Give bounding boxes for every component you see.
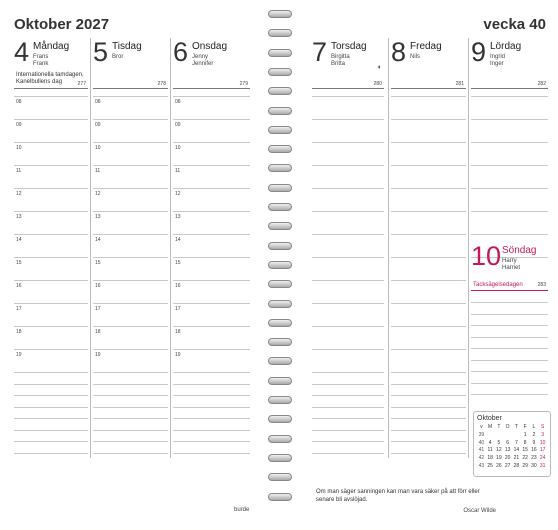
day-of-year: 281 [455,81,464,87]
note-line[interactable] [173,453,250,454]
month-title: Oktober 2027 [14,16,110,33]
hour-label: 13 [16,214,22,220]
mini-calendar-day: 12 [496,447,502,454]
hour-label: 15 [16,260,22,266]
mini-calendar-day: 20 [504,455,511,462]
sunday-rule [471,290,548,291]
spiral-ring [268,203,292,211]
hour-label: 10 [16,145,22,151]
spiral-ring [268,261,292,269]
note-line[interactable] [14,372,88,373]
note-line[interactable] [173,430,250,431]
day-name: Onsdag [192,41,228,52]
hour-line[interactable] [471,119,548,120]
sunday-note-line[interactable] [471,394,548,395]
hour-line[interactable] [14,234,88,235]
hour-line[interactable] [14,280,88,281]
mini-calendar-day: 27 [504,462,511,469]
hour-line[interactable] [93,119,168,120]
note-line[interactable] [391,372,466,373]
hour-label: 12 [95,191,101,197]
spiral-ring [268,454,292,462]
hour-label: 08 [175,99,181,105]
day-name: Fredag [410,41,442,52]
holiday-label: Kanelbullens dag [16,79,63,85]
hour-line[interactable] [312,142,384,143]
hour-label: 09 [175,122,181,128]
note-line[interactable] [173,372,250,373]
hour-label: 15 [95,260,101,266]
mini-calendar-header: O [505,424,510,430]
note-line[interactable] [391,430,466,431]
day-header-rule [173,88,250,89]
note-line[interactable] [312,418,384,419]
mini-calendar-week-row [477,447,547,455]
spiral-ring [268,107,292,115]
mini-calendar-day: 13 [504,447,511,454]
sunday-number: 10 [471,241,502,271]
mini-calendar-day: 39 [478,431,485,438]
day-name: Torsdag [331,41,367,52]
hour-line[interactable] [391,211,466,212]
hour-label: 13 [175,214,181,220]
hour-line[interactable] [93,142,168,143]
day-number: 7 [312,37,328,67]
hour-label: 17 [175,306,181,312]
spiral-ring [268,184,292,192]
mini-calendar-grid [477,424,547,471]
spiral-ring [268,357,292,365]
note-line[interactable] [14,441,88,442]
hour-label: 13 [95,214,101,220]
day-column-måndag [12,38,90,458]
quote-text: Om man säger sanningen kan man vara säker på att förr eller senare bli avslöjad. [316,489,480,503]
hour-line[interactable] [93,326,168,327]
mini-calendar-day: 9 [532,439,536,446]
spiral-ring [268,493,292,501]
hour-line[interactable] [391,234,466,235]
day-header-rule [391,88,466,89]
note-line[interactable] [391,453,466,454]
hour-line[interactable] [173,96,250,97]
hour-line[interactable] [93,257,168,258]
spiral-ring [268,10,292,18]
sunday-holiday: Tacksägelsedagen [473,282,523,288]
note-line[interactable] [312,407,384,408]
name-day: Bror [112,54,124,60]
hour-line[interactable] [391,303,466,304]
day-name: Tisdag [112,41,142,52]
note-line[interactable] [173,441,250,442]
mini-calendar-day: 25 [487,462,493,469]
day-header-rule [312,88,384,89]
note-line[interactable] [173,395,250,396]
mini-calendar-day: 15 [522,447,528,454]
day-header-rule [471,88,548,89]
hour-line[interactable] [391,326,466,327]
mini-calendar-week-row [477,440,547,448]
note-line[interactable] [93,407,168,408]
day-name: Lördag [490,41,522,52]
mini-calendar-day: 28 [513,462,520,469]
mini-calendar-week-row [477,455,547,463]
spiral-ring [268,300,292,308]
note-line[interactable] [391,407,466,408]
mini-calendar-day: 40 [478,439,485,446]
sunday-note-line[interactable] [471,314,548,315]
hour-label: 16 [16,283,22,289]
hour-line[interactable] [312,326,384,327]
mini-calendar-day: 10 [539,439,546,446]
sunday-note-line[interactable] [471,337,548,338]
hour-line[interactable] [93,96,168,97]
holiday-label: Internationella tamdagen, [16,72,84,78]
day-number: 5 [93,37,109,67]
note-line[interactable] [173,384,250,385]
mini-calendar-header-row [477,424,547,432]
mini-calendar-day: 23 [531,455,537,462]
name-day: Jenny [192,54,209,60]
mini-calendar-day: 22 [522,455,528,462]
day-column-tisdag [90,38,170,458]
day-column-lördag [468,38,550,458]
spiral-ring [268,415,292,423]
hour-label: 16 [175,283,181,289]
day-header-rule [93,88,168,89]
hour-line[interactable] [173,165,250,166]
spiral-ring [268,164,292,172]
mini-calendar-day: 29 [522,462,528,469]
hour-line[interactable] [173,326,250,327]
note-line[interactable] [14,407,88,408]
mini-calendar-title: Oktober [477,415,502,422]
hour-label: 14 [95,237,101,243]
spiral-ring [268,68,292,76]
note-line[interactable] [93,453,168,454]
day-of-year: 282 [537,81,546,87]
hour-line[interactable] [93,234,168,235]
mini-calendar-header: T [514,424,518,430]
sunday-note-line[interactable] [471,348,548,349]
spiral-ring [268,280,292,288]
hour-line[interactable] [93,211,168,212]
name-day: Jennifer [192,61,214,67]
hour-line[interactable] [173,349,250,350]
note-line[interactable] [173,418,250,419]
spiral-ring [268,126,292,134]
quote-author: Oscar Wilde [463,508,496,514]
mini-calendar-day [512,432,521,440]
hour-line[interactable] [471,96,548,97]
sunday-note-line[interactable] [471,302,548,303]
hour-line[interactable] [14,349,88,350]
spiral-ring [268,29,292,37]
mini-calendar-header: v [480,424,483,430]
name-day: Frans [33,54,49,60]
mini-calendar-header: F [523,424,527,430]
hour-label: 14 [16,237,22,243]
sunday-day-of-year: 283 [537,282,546,288]
spiral-binding [267,10,293,515]
hour-line[interactable] [312,96,384,97]
hour-line[interactable] [93,165,168,166]
mini-calendar-day: 8 [523,439,527,446]
name-day: Frank [33,61,49,67]
mini-calendar-day: 41 [478,447,485,454]
day-of-year: 277 [77,81,86,87]
name-day: Britta [331,61,346,67]
sunday-note-line[interactable] [471,360,548,361]
day-header-rule [14,88,88,89]
mini-calendar-week-row [477,463,547,471]
hour-label: 10 [175,145,181,151]
sunday-name-day: Harry [502,258,517,264]
hour-line[interactable] [14,119,88,120]
mini-calendar-day [503,432,512,440]
name-day: Ingrid [490,54,506,60]
hour-line[interactable] [312,349,384,350]
mini-calendar-day: 7 [514,439,518,446]
hour-line[interactable] [14,257,88,258]
spiral-ring [268,319,292,327]
hour-label: 18 [95,329,101,335]
day-of-year: 280 [373,81,382,87]
spiral-ring [268,435,292,443]
mini-calendar-day: 1 [523,431,527,438]
hour-line[interactable] [391,119,466,120]
note-line[interactable] [391,441,466,442]
spiral-ring [268,338,292,346]
note-line[interactable] [312,453,384,454]
hour-line[interactable] [14,326,88,327]
mini-calendar-day: 43 [478,462,485,469]
hour-line[interactable] [312,188,384,189]
note-line[interactable] [391,395,466,396]
hour-line[interactable] [93,303,168,304]
hour-line[interactable] [312,211,384,212]
mini-calendar-header: M [488,424,493,430]
hour-label: 10 [95,145,101,151]
mini-calendar-header: L [532,424,536,430]
note-line[interactable] [93,372,168,373]
hour-label: 16 [95,283,101,289]
spiral-ring [268,145,292,153]
hour-label: 18 [175,329,181,335]
hour-line[interactable] [173,188,250,189]
day-name: Måndag [33,41,70,52]
spiral-ring [268,377,292,385]
mini-calendar [473,411,551,477]
hour-label: 12 [16,191,22,197]
note-line[interactable] [312,441,384,442]
left-page [6,8,264,520]
sunday-note-line[interactable] [471,383,548,384]
mini-calendar-day: 2 [532,431,536,438]
mini-calendar-day: 24 [539,455,546,462]
hour-line[interactable] [173,119,250,120]
hour-line[interactable] [93,188,168,189]
hour-label: 18 [16,329,22,335]
mini-calendar-day: 5 [497,439,501,446]
hour-label: 11 [95,168,101,174]
sunday-note-line[interactable] [471,371,548,372]
day-column-onsdag [170,38,252,458]
day-number: 9 [471,37,487,67]
mini-calendar-day: 31 [539,462,546,469]
hour-line[interactable] [312,234,384,235]
spiral-ring [268,222,292,230]
hour-label: 15 [175,260,181,266]
hour-line[interactable] [173,303,250,304]
note-line[interactable] [93,441,168,442]
sunday-name: Söndag [502,245,537,256]
day-number: 6 [173,37,189,67]
day-column-fredag [388,38,468,458]
name-day: Birgitta [331,54,350,60]
hour-label: 19 [95,352,101,358]
mini-calendar-day: 18 [487,455,493,462]
week-title: vecka 40 [483,16,546,33]
hour-label: 17 [16,306,22,312]
mini-calendar-day [495,432,504,440]
note-line[interactable] [312,395,384,396]
hour-line[interactable] [312,257,384,258]
day-number: 8 [391,37,407,67]
hour-label: 08 [95,99,101,105]
name-day: Nils [410,54,420,60]
hour-line[interactable] [391,142,466,143]
hour-line[interactable] [391,257,466,258]
hour-line[interactable] [93,280,168,281]
hour-line[interactable] [471,188,548,189]
hour-line[interactable] [14,211,88,212]
note-line[interactable] [14,384,88,385]
hour-line[interactable] [391,96,466,97]
sunday-name-day: Harriet [502,265,521,271]
day-column-torsdag [310,38,386,458]
mini-calendar-day: 4 [488,439,492,446]
note-line[interactable] [14,418,88,419]
hour-line[interactable] [173,280,250,281]
spiral-ring [268,49,292,57]
hour-line[interactable] [173,234,250,235]
note-line[interactable] [312,372,384,373]
hour-label: 19 [16,352,22,358]
spiral-ring [268,242,292,250]
note-line[interactable] [14,430,88,431]
hour-line[interactable] [14,165,88,166]
note-line[interactable] [312,430,384,431]
spiral-ring [268,87,292,95]
note-line[interactable] [173,407,250,408]
hour-line[interactable] [173,211,250,212]
mini-calendar-day: 6 [506,439,510,446]
hour-line[interactable] [14,188,88,189]
hour-label: 14 [175,237,181,243]
hour-label: 09 [16,122,22,128]
mini-calendar-day: 3 [541,431,545,438]
mini-calendar-day: 14 [513,447,520,454]
note-line[interactable] [93,430,168,431]
note-line[interactable] [14,395,88,396]
note-line[interactable] [93,384,168,385]
mini-calendar-day: 21 [513,455,520,462]
spiral-ring [268,473,292,481]
note-line[interactable] [312,384,384,385]
hour-line[interactable] [14,96,88,97]
sunday-note-line[interactable] [471,325,548,326]
hour-line[interactable] [471,234,548,235]
hour-line[interactable] [312,119,384,120]
hour-line[interactable] [14,142,88,143]
hour-line[interactable] [173,142,250,143]
day-of-year: 278 [157,81,166,87]
mini-calendar-day: 16 [531,447,537,454]
name-day: Inger [490,61,504,67]
mini-calendar-header: S [540,424,545,430]
mini-calendar-week-row [477,432,547,440]
hour-line[interactable] [312,303,384,304]
mini-calendar-day [486,432,495,440]
hour-line[interactable] [391,165,466,166]
hour-line[interactable] [312,165,384,166]
mini-calendar-day: 17 [539,447,546,454]
mini-calendar-day: 30 [531,462,537,469]
hour-label: 09 [95,122,101,128]
hour-line[interactable] [173,257,250,258]
note-line[interactable] [93,395,168,396]
hour-line[interactable] [93,349,168,350]
hour-label: 19 [175,352,181,358]
hour-line[interactable] [312,280,384,281]
brand-logo: burde [234,507,250,513]
mini-calendar-header: T [497,424,501,430]
hour-line[interactable] [391,188,466,189]
hour-line[interactable] [471,142,548,143]
hour-line[interactable] [471,165,548,166]
mini-calendar-day: 11 [487,447,493,454]
note-line[interactable] [93,418,168,419]
hour-label: 11 [16,168,22,174]
note-line[interactable] [391,418,466,419]
mini-calendar-day: 26 [496,462,502,469]
mini-calendar-day: 19 [496,455,502,462]
note-line[interactable] [14,453,88,454]
moon-phase-icon: ◐ [377,64,382,71]
hour-line[interactable] [391,280,466,281]
spiral-ring [268,396,292,404]
day-of-year: 279 [239,81,248,87]
mini-calendar-day: 42 [478,455,485,462]
hour-label: 17 [95,306,101,312]
hour-line[interactable] [14,303,88,304]
hour-label: 08 [16,99,22,105]
hour-label: 12 [175,191,181,197]
hour-label: 11 [175,168,181,174]
hour-line[interactable] [471,211,548,212]
hour-line[interactable] [391,349,466,350]
note-line[interactable] [391,384,466,385]
day-number: 4 [14,37,30,67]
right-page [296,8,552,520]
